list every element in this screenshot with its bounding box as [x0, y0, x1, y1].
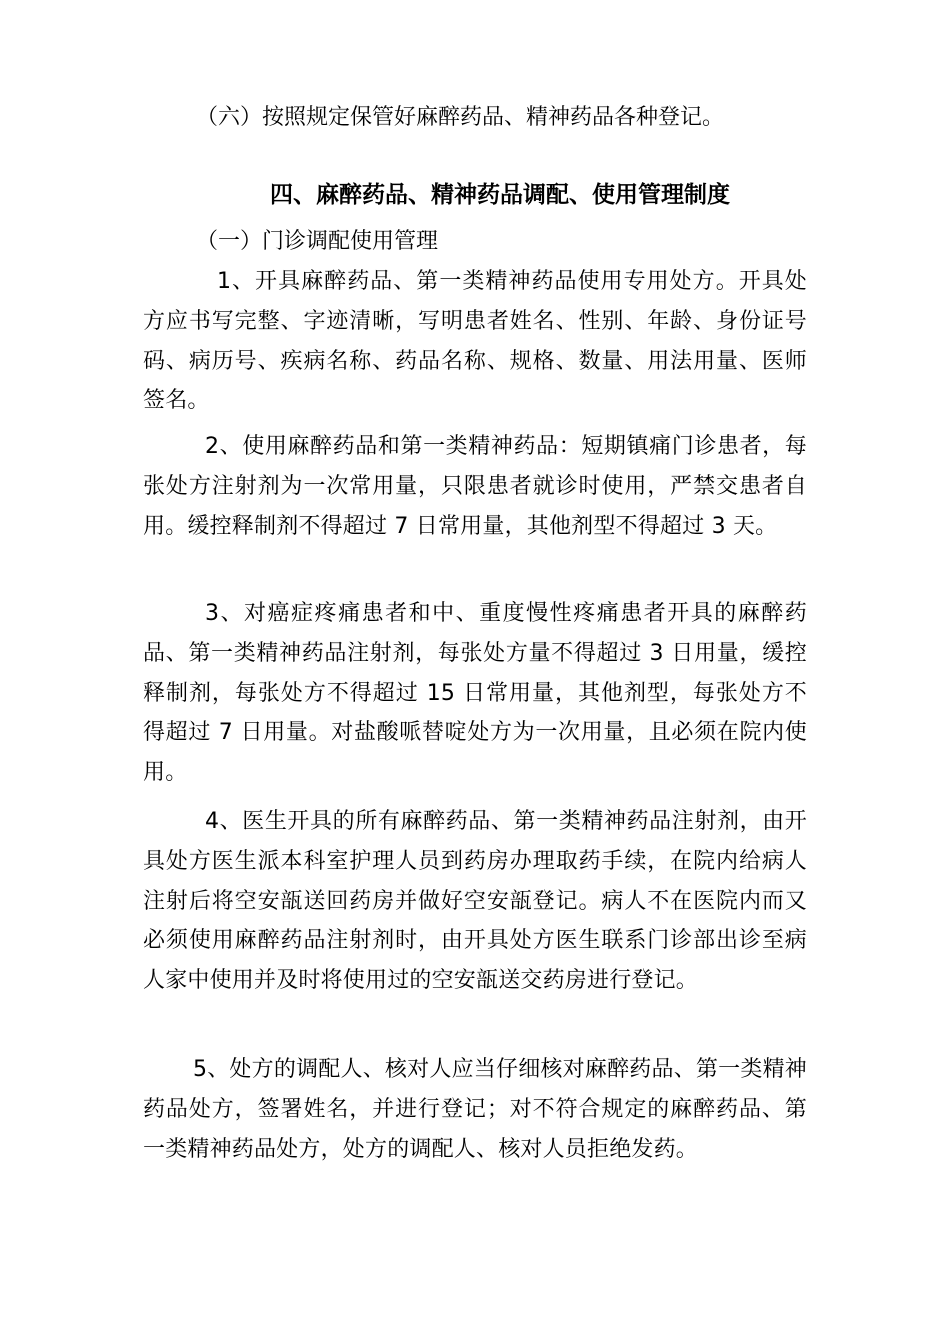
- item-six-text: （六）按照规定保管好麻醉药品、精神药品各种登记。: [196, 105, 725, 130]
- paragraph-1: 1、开具麻醉药品、第一类精神药品使用专用处方。开具处方应书写完整、字迹清晰，写明患者姓名、性别、年龄、身份证号码、病历号、疾病名称、药品名称、规格、数量、用法用量、医师签名。: [143, 269, 807, 414]
- section-title: 四、麻醉药品、精神药品调配、使用管理制度: [270, 182, 730, 208]
- subsection-title: （一）门诊调配使用管理: [196, 229, 439, 254]
- paragraph-2: 2、使用麻醉药品和第一类精神药品：短期镇痛门诊患者，每张处方注射剂为一次常用量，只限患者就诊时使用，严禁交患者自用。缓控释制剂不得超过 7 日常用量，其他剂型不得超过 3 天。: [143, 434, 807, 539]
- paragraph-3: 3、对癌症疼痛患者和中、重度慢性疼痛患者开具的麻醉药品、第一类精神药品注射剂，每张处方量不得超过 3 日用量，缓控释制剂，每张处方不得超过 15 日常用量，其他剂型，每张处方不得超过 7 日用量。对盐酸哌替啶处方为一次用量，且必须在院内使用。: [143, 601, 807, 786]
- paragraph-5: 5、处方的调配人、核对人应当仔细核对麻醉药品、第一类精神药品处方，签署姓名，并进行登记；对不符合规定的麻醉药品、第一类精神药品处方，处方的调配人、核对人员拒绝发药。: [143, 1057, 807, 1162]
- paragraph-4: 4、医生开具的所有麻醉药品、第一类精神药品注射剂，由开具处方医生派本科室护理人员到药房办理取药手续，在院内给病人注射后将空安瓿送回药房并做好空安瓿登记。病人不在医院内而又必须使用麻醉药品注射剂时，由开具处方医生联系门诊部出诊至病人家中使用并及时将使用过的空安瓿送交药房进行登记。: [143, 809, 807, 994]
